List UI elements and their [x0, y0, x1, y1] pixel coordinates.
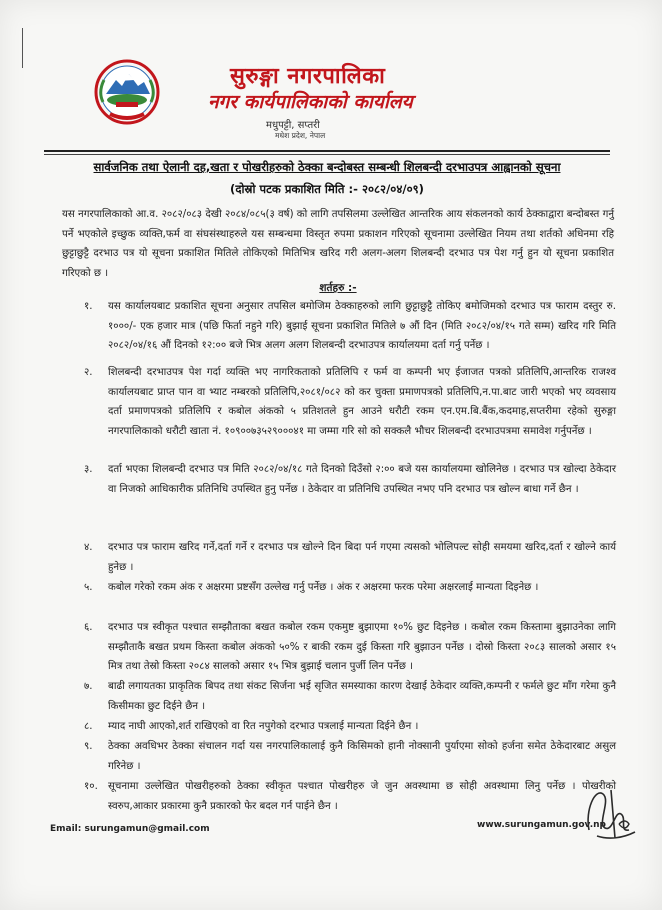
term-item [84, 538, 616, 577]
term-number: ६. [84, 622, 93, 633]
margin-mark [22, 28, 23, 68]
term-number: ७. [84, 681, 93, 692]
term-number: ८. [84, 721, 93, 732]
intro-paragraph: यस नगरपालिकाको आ.व. २०८२/०८३ देखी २०८४/०८५(३ वर्ष) को लागि तपसिलमा उल्लेखित आन्तरिक आय संकलनको कार्य ठेक्काद्वारा बन्दोबस्त गर्नु पर्ने भएकोले इच्छुक व्यक्ति,फर्म वा संघसंस्थाहरुले यस सम्बन्धमा विस्तृत रुपमा प्रकाशन गरिएको सूचनामा उल्लेखित नियम तथा शर्तको अधिनमा रहि छुट्टाछुट्टै दरभाउ पत्र यो सूचना प्रकाशित मितिले तोकिएको मितिभित्र खरिद गरी अलग-अलग शिलबन्दी दरभाउ पत्र पेश गर्नु हुन यो सूचना प्रकाशित गरिएको छ । [62, 209, 614, 279]
header-divider-thin [44, 154, 610, 155]
term-text: ठेक्का अवधिभर ठेक्का संचालन गर्दा यस नगरपालिकालाई कुनै किसिमको हानी नोक्सानी पुर्याएमा सोको हर्जना समेत ठेकेदारबाट असुल गरिनेछ । [108, 741, 616, 772]
term-number: ४. [84, 542, 93, 553]
municipality-emblem-icon [94, 58, 160, 126]
term-text: कबोल गरेको रकम अंक र अक्षरमा प्रष्टसँग उल्लेख गर्नु पर्नेछ । अंक र अक्षरमा फरक परेमा अक्षरलाई मान्यता दिइनेछ । [108, 582, 539, 593]
term-item [84, 297, 616, 356]
term-number: ३. [84, 464, 93, 475]
term-text: सूचनामा उल्लेखित पोखरीहरुको ठेक्का स्वीकृत पश्चात पोखरीहरु जे जुन अवस्थामा छ सोही अवस्थामा लिनु पर्नेछ । पोखरीको स्वरुप,आकार प्रकारमा कुनै प्रकारको फेर बदल गर्न पाईने छैन । [108, 781, 616, 812]
signature-icon [575, 780, 645, 850]
term-item [84, 460, 616, 499]
footer-website[interactable]: www.surungamun.gov.np [477, 820, 606, 830]
term-item [84, 618, 616, 677]
terms-heading: शर्तहरु :- [319, 282, 357, 294]
address-line-2: मधेश प्रदेश, नेपाल [275, 131, 326, 140]
term-text: म्याद नाघी आएको,शर्त राखिएको वा रित नपुगेको दरभाउ पत्रलाई मान्यता दिईने छैन । [108, 721, 419, 732]
term-text: दरभाउ पत्र स्वीकृत पश्चात सम्झौताका बखत कबोल रकम एकमुष्ट बुझाएमा १०% छुट दिइनेछ । कबोल रकम किस्तामा बुझाउनेका लागि सम्झौताकै बखत प्रथम किस्ता कबोल अंकको ५०% र बाकी रकम दुई किस्ता गरि बुझाउन पर्नेछ । दोस्रो किस्ता २०८३ सालको असार १५ मित्र तथा तेस्रो किस्ता २०८४ सालको असार १५ भित्र बुझाई चलान पुर्जी लिन पर्नेछ । [108, 622, 616, 672]
term-item [84, 578, 616, 598]
term-item [84, 677, 616, 716]
term-text: शिलबन्दी दरभाउपत्र पेश गर्दा व्यक्ति भए नागरिकताको प्रतिलिपि र फर्म वा कम्पनी भए ईजाजत पत्रको प्रतिलिपि,आन्तरिक राजश्व कार्यालयबाट प्राप्त पान वा भ्याट नम्बरको प्रतिलिपि,२०८१/०८२ को कर चुक्ता प्रमाणपत्रको प्रतिलिपि,न.पा.बाट जारी भएको भए व्यवसाय दर्ता प्रमाणपत्रको प्रतिलिपि र कबोल अंकको ५ प्रतिशतले हुन आउने धरौटी रकम एन.एम.बि.बैंक,कदमाह,सप्तरीमा रहेको सुरुङ्गा नगरपालिकाको धरौटी खाता नं. १०९००७३५२९०००४१ मा जम्मा गरि सो को सक्कलै भौचर शिलबन्दी दरभाउपत्रमा समावेश गर्नुपर्नेछ । [108, 367, 616, 437]
reprint-date: (दोस्रो पटक प्रकाशित मिति :- २०८२/०४/०९) [230, 182, 424, 196]
term-item [84, 717, 616, 737]
address-line-1: मधुपट्टी, सप्तरी [266, 120, 320, 131]
org-name: सुरुङ्गा नगरपालिका [230, 64, 386, 89]
term-number: ९. [84, 741, 93, 752]
term-text: दरभाउ पत्र फाराम खरिद गर्ने,दर्ता गर्ने र दरभाउ पत्र खोल्ने दिन बिदा पर्न गएमा त्यसको भोलिपल्ट सोही समयमा खरिद,दर्ता र खोल्ने कार्य हुनेछ । [108, 542, 616, 573]
term-text: बाढी लगायतका प्राकृतिक बिपद तथा संकट सिर्जना भई सृजित समस्याका कारण देखाई ठेकेदार व्यक्ति,कम्पनी र फर्मले छुट माँग गरेमा कुनै किसीमका छुट दिईने छैन । [108, 681, 616, 712]
term-number: १. [84, 301, 93, 312]
footer-email[interactable]: Email: surungamun@gmail.com [50, 824, 210, 834]
term-text: यस कार्यालयबाट प्रकाशित सूचना अनुसार तपसिल बमोजिम ठेक्काहरुको लागि छुट्टाछुट्टै तोकिए बमोजिमको दरभाउ पत्र फाराम दस्तुर रु. १०००/- एक हजार मात्र (पछि फिर्ता नहुने गरि) बुझाई सूचना प्रकाशित मितिले ७ औं दिन (मिति २०८२/०४/१५ गते सम्म) खरिद गरि मिति २०८२/०४/१६ औं दिनको १२:०० बजे भित्र अलग अलग शिलबन्दी दरभाउपत्र कार्यालयमा दर्ता गर्नु पर्नेछ । [108, 301, 616, 351]
notice-title: सार्वजनिक तथा ऐलानी दह,खता र पोखरीहरुको ठेक्का बन्दोबस्त सम्बन्धी शिलबन्दी दरभाउपत्र आह्वानको सूचना [93, 160, 561, 174]
term-text: दर्ता भएका शिलबन्दी दरभाउ पत्र मिति २०८२/०४/१८ गते दिनको दिउँसो २:०० बजे यस कार्यालयमा खोलिनेछ । दरभाउ पत्र खोल्दा ठेकेदार वा निजको आधिकारीक प्रतिनिधि उपस्थित हुनु पर्नेछ । ठेकेदार वा प्रतिनिधि उपस्थित नभए पनि दरभाउ पत्र खोल्न बाधा गर्ने छैन । [108, 464, 616, 495]
term-item [84, 737, 616, 776]
term-number: ५. [84, 582, 93, 593]
term-item [84, 363, 616, 441]
term-number: १०. [84, 781, 98, 792]
term-number: २. [84, 367, 93, 378]
office-name: नगर कार्यपालिकाको कार्यालय [208, 91, 413, 113]
term-item [84, 777, 616, 816]
header-divider [44, 150, 610, 152]
